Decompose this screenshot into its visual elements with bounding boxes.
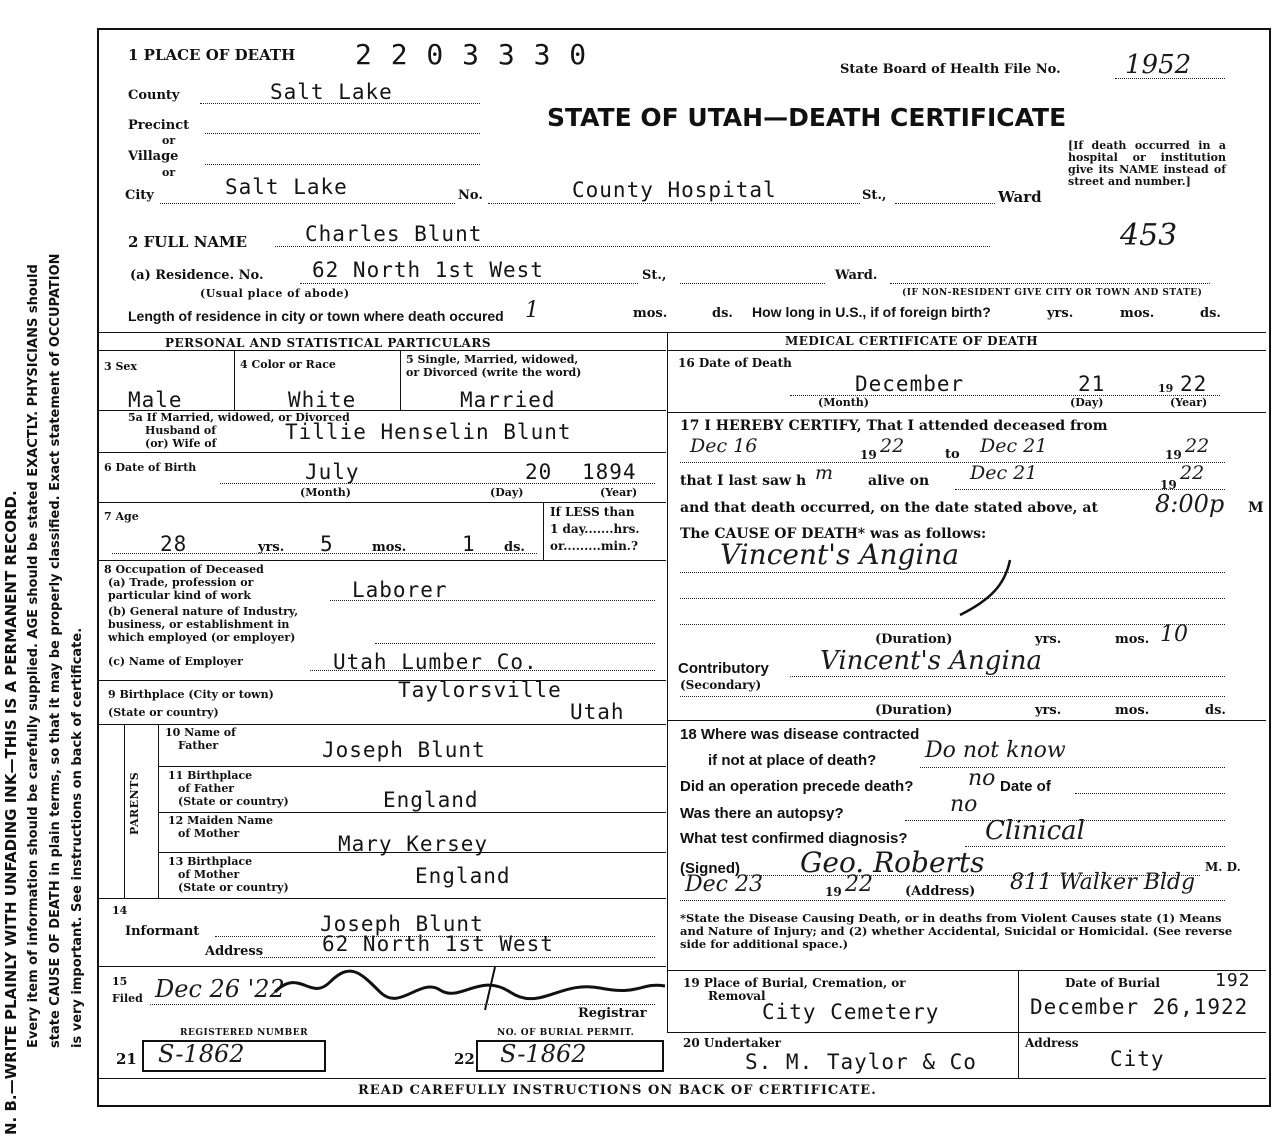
operation-date-label: Date of: [1000, 778, 1051, 795]
age-days: 1: [462, 532, 476, 556]
signed-year: 22: [845, 872, 873, 897]
duration-months-value: 10: [1160, 622, 1188, 647]
physician-signature: Geo. Roberts: [800, 846, 985, 879]
age-ds-label: ds.: [504, 540, 525, 555]
residence-mos-label: mos.: [633, 306, 668, 321]
secondary-label: (Secondary): [680, 678, 762, 692]
hospital-mark: 453: [1120, 218, 1178, 253]
hospital-value: County Hospital: [572, 178, 777, 202]
attended-from-year: 22: [880, 435, 905, 457]
mother-label-1: 12 Maiden Name: [168, 814, 273, 827]
contrib-duration-label: (Duration): [875, 703, 953, 718]
employer-value: Utah Lumber Co.: [333, 650, 538, 674]
contrib-yrs-label: yrs.: [1035, 703, 1062, 718]
test-confirmed-label: What test confirmed diagnosis?: [680, 830, 908, 847]
test-confirmed-value: Clinical: [985, 816, 1085, 846]
full-name-value: Charles Blunt: [305, 222, 483, 246]
undertaker-address-value: City: [1110, 1047, 1165, 1071]
dob-label: 6 Date of Birth: [104, 461, 197, 474]
nonresident-note: (IF NON-RESIDENT GIVE CITY OR TOWN AND STATE): [902, 288, 1203, 298]
ward-label: Ward: [998, 188, 1042, 206]
alive-on-date: Dec 21: [970, 462, 1038, 484]
father-label-2: Father: [178, 739, 219, 752]
cause-of-death-label: The CAUSE OF DEATH* was as follows:: [680, 526, 987, 542]
mother-birthplace-label-2: of Mother: [178, 868, 240, 881]
birthplace-label-2: (State or country): [108, 706, 219, 719]
registrar-label: Registrar: [578, 1006, 647, 1021]
sidebar-line-2: Every item of information should be carefully supplied. AGE should be stated EXACTLY. PHYSICIANS should: [26, 264, 41, 1048]
time-of-death: 8:00p: [1155, 490, 1225, 518]
marital-value: Married: [460, 388, 556, 412]
sidebar-line-4: is very important. See instructions on back of certificate.: [70, 627, 85, 1048]
burial-place-label-2: Removal: [708, 989, 766, 1003]
signed-date: Dec 23: [685, 872, 763, 897]
duration-yrs-label: yrs.: [1035, 632, 1062, 647]
violent-causes-note: *State the Disease Causing Death, or in deaths from Violent Causes state (1) Means and Nature of Injury; and (2) whether Accidental, Suicidal or Homicidal. (See reverse side for additional space.): [680, 911, 1233, 951]
certify-label: 17 I HEREBY CERTIFY, That I attended deceased from: [680, 418, 1108, 434]
dob-year-caption: (Year): [600, 486, 638, 499]
occupation-label-1: 8 Occupation of Deceased: [104, 563, 264, 576]
foreign-yrs-label: yrs.: [1047, 306, 1074, 321]
mother-value: Mary Kersey: [338, 832, 489, 856]
occupation-value: Laborer: [352, 578, 448, 602]
meridian-label: M: [1248, 500, 1264, 516]
village-label: Village: [128, 149, 179, 164]
physician-address-label: (Address): [905, 884, 976, 899]
father-birthplace-label-1: 11 Birthplace: [168, 769, 253, 782]
alive-year-prefix: 19: [1160, 478, 1177, 492]
burial-date-label: Date of Burial: [1065, 976, 1160, 990]
serial-number: 2 2 0 3 3 3 0: [355, 38, 588, 71]
registered-number-value: S-1862: [158, 1040, 245, 1068]
foreign-mos-label: mos.: [1120, 306, 1155, 321]
foreign-ds-label: ds.: [1200, 306, 1221, 321]
footer-instructions: READ CAREFULLY INSTRUCTIONS ON BACK OF CERTIFICATE.: [358, 1083, 877, 1098]
operation-label: Did an operation precede death?: [680, 778, 914, 795]
age-yrs-label: yrs.: [258, 540, 285, 555]
attended-to: Dec 21: [980, 435, 1048, 457]
contributory-value: Vincent's Angina: [820, 646, 1043, 676]
medical-heading: MEDICAL CERTIFICATE OF DEATH: [785, 334, 1039, 348]
informant-value: Joseph Blunt: [320, 912, 484, 936]
birthplace-state: Utah: [570, 700, 625, 724]
mother-birthplace-label-1: 13 Birthplace: [168, 855, 253, 868]
to-year-prefix: 19: [1165, 448, 1182, 462]
burial-date-value: December 26,1922: [1030, 995, 1249, 1019]
age-mos-label: mos.: [372, 540, 407, 555]
length-of-residence-value: 1: [525, 298, 539, 323]
disease-contracted-label-2: if not at place of death?: [708, 752, 877, 769]
cause-of-death-value: Vincent's Angina: [720, 538, 960, 571]
file-label: State Board of Health File No.: [840, 62, 1061, 77]
precinct-label: Precinct: [128, 118, 190, 133]
contributory-label: Contributory: [678, 660, 769, 677]
mother-birthplace-value: England: [415, 864, 511, 888]
contrib-mos-label: mos.: [1115, 703, 1150, 718]
city-value: Salt Lake: [225, 175, 348, 199]
county-label: County: [128, 88, 180, 103]
age-label: 7 Age: [104, 510, 139, 523]
undertaker-address-label: Address: [1025, 1036, 1079, 1050]
dob-month-caption: (Month): [300, 486, 351, 499]
undertaker-value: S. M. Taylor & Co: [745, 1050, 977, 1074]
age-years: 28: [160, 532, 188, 556]
contrib-ds-label: ds.: [1205, 703, 1226, 718]
informant-label: Informant: [125, 924, 200, 939]
file-number: 1952: [1125, 50, 1192, 80]
or-label-1: or: [162, 134, 176, 147]
industry-label-3: which employed (or employer): [108, 631, 296, 644]
dob-day-caption: (Day): [490, 486, 524, 499]
sex-value: Male: [128, 388, 183, 412]
physician-address-value: 811 Walker Bldg: [1010, 870, 1196, 895]
industry-label-2: business, or establishment in: [108, 618, 290, 631]
foreign-birth-label: How long in U.S., if of foreign birth?: [752, 304, 991, 320]
death-month: December: [855, 372, 965, 396]
birthplace-city: Taylorsville: [398, 678, 562, 702]
autopsy-label: Was there an autopsy?: [680, 805, 844, 822]
residence-ward-label: Ward.: [835, 268, 878, 283]
death-day-caption: (Day): [1070, 396, 1104, 409]
to-label: to: [945, 447, 960, 462]
color-label: 4 Color or Race: [240, 358, 336, 371]
disease-contracted-label-1: 18 Where was disease contracted: [680, 726, 920, 743]
informant-address-value: 62 North 1st West: [322, 932, 554, 956]
employer-label: (c) Name of Employer: [108, 655, 243, 668]
death-year-caption: (Year): [1170, 396, 1208, 409]
alive-on-year: 22: [1180, 462, 1205, 484]
registered-number-label: REGISTERED NUMBER: [180, 1028, 309, 1038]
residence-label: (a) Residence. No.: [130, 268, 264, 283]
spouse-label-3: (or) Wife of: [145, 437, 217, 450]
usual-abode-note: (Usual place of abode): [200, 287, 350, 300]
item-14-number: 14: [112, 904, 128, 917]
signed-year-prefix: 19: [825, 885, 842, 899]
operation-value: no: [968, 766, 996, 791]
dob-year: 1894: [582, 460, 637, 484]
burial-date-year: 192: [1215, 970, 1251, 991]
full-name-label: 2 FULL NAME: [128, 233, 248, 251]
date-of-death-label: 16 Date of Death: [678, 356, 792, 370]
duration-mos-label: mos.: [1115, 632, 1150, 647]
less-than-label-1: If LESS than: [550, 505, 635, 519]
personal-heading: PERSONAL AND STATISTICAL PARTICULARS: [165, 336, 492, 350]
age-months: 5: [320, 532, 334, 556]
marital-label-2: or Divorced (write the word): [406, 366, 582, 379]
item-22-number: 22: [454, 1050, 475, 1068]
death-day: 21: [1078, 372, 1106, 396]
last-saw-label: that I last saw h: [680, 473, 807, 489]
md-label: M. D.: [1205, 860, 1241, 874]
death-occurred-label: and that death occurred, on the date stated above, at: [680, 500, 1098, 516]
alive-on-label: alive on: [868, 473, 930, 489]
marital-label-1: 5 Single, Married, widowed,: [406, 353, 579, 366]
burial-place-value: City Cemetery: [762, 1000, 940, 1024]
undertaker-label: 20 Undertaker: [683, 1036, 782, 1050]
filed-label: Filed: [112, 992, 143, 1005]
sidebar-line-1: N. B.—WRITE PLAINLY WITH UNFADING INK—THIS IS A PERMANENT RECORD.: [2, 490, 20, 1135]
occupation-label-3: particular kind of work: [108, 589, 251, 602]
attended-to-year: 22: [1185, 435, 1210, 457]
death-month-caption: (Month): [818, 396, 869, 409]
hospital-note: [If death occurred in a hospital or institution give its NAME instead of street and number.]: [1068, 139, 1226, 188]
occupation-label-2: (a) Trade, profession or: [108, 576, 254, 589]
burial-place-label-1: 19 Place of Burial, Cremation, or: [683, 976, 906, 990]
burial-permit-label: NO. OF BURIAL PERMIT.: [497, 1028, 635, 1038]
father-birthplace-label-3: (State or country): [178, 795, 289, 808]
attended-from: Dec 16: [690, 435, 758, 457]
disease-contracted-value: Do not know: [925, 738, 1066, 763]
place-of-death-label: 1 PLACE OF DEATH: [128, 46, 296, 64]
father-birthplace-label-2: of Father: [178, 782, 235, 795]
county-value: Salt Lake: [270, 80, 393, 104]
or-label-2: or: [162, 166, 176, 179]
mother-birthplace-label-3: (State or country): [178, 881, 289, 894]
color-value: White: [288, 388, 357, 412]
spouse-label-2: Husband of: [145, 424, 216, 437]
informant-address-label: Address: [205, 944, 264, 959]
spouse-value: Tillie Henselin Blunt: [285, 420, 572, 444]
sidebar-line-3: state CAUSE OF DEATH in plain terms, so that it may be properly classified. Exact statement of OCCUPATION: [48, 253, 63, 1048]
autopsy-value: no: [950, 792, 978, 817]
last-saw-value: m: [815, 462, 834, 484]
spouse-label-1: 5a If Married, widowed, or Divorced: [128, 411, 350, 424]
residence-st-label: St.,: [642, 268, 667, 283]
residence-ds-label: ds.: [712, 306, 733, 321]
no-label: No.: [458, 188, 483, 203]
certificate-title: STATE OF UTAH—DEATH CERTIFICATE: [547, 103, 1067, 132]
parents-label: PARENTS: [128, 771, 141, 835]
father-birthplace-value: England: [383, 788, 479, 812]
less-than-label-2: 1 day.......hrs.: [550, 522, 640, 536]
length-of-residence-label: Length of residence in city or town where death occured: [128, 308, 504, 324]
city-label: City: [125, 188, 154, 203]
dob-month: July: [305, 460, 360, 484]
residence-value: 62 North 1st West: [312, 258, 544, 282]
signed-label: (Signed): [680, 860, 740, 877]
father-value: Joseph Blunt: [322, 738, 486, 762]
duration-label: (Duration): [875, 632, 953, 647]
birthplace-label-1: 9 Birthplace (City or town): [108, 688, 274, 701]
item-21-number: 21: [116, 1050, 137, 1068]
st-label: St.,: [862, 188, 887, 203]
father-label-1: 10 Name of: [165, 726, 236, 739]
dob-day: 20: [525, 460, 553, 484]
death-year-prefix: 19: [1158, 382, 1174, 395]
mother-label-2: of Mother: [178, 827, 240, 840]
less-than-label-3: or.........min.?: [550, 539, 639, 553]
cause-flourish: [950, 555, 1020, 620]
filed-value: Dec 26 '22: [155, 975, 285, 1003]
death-year: 22: [1180, 372, 1208, 396]
sex-label: 3 Sex: [104, 360, 137, 373]
burial-permit-value: S-1862: [500, 1040, 587, 1068]
from-year-prefix: 19: [860, 448, 877, 462]
industry-label-1: (b) General nature of Industry,: [108, 605, 299, 618]
item-15-number: 15: [112, 975, 128, 988]
